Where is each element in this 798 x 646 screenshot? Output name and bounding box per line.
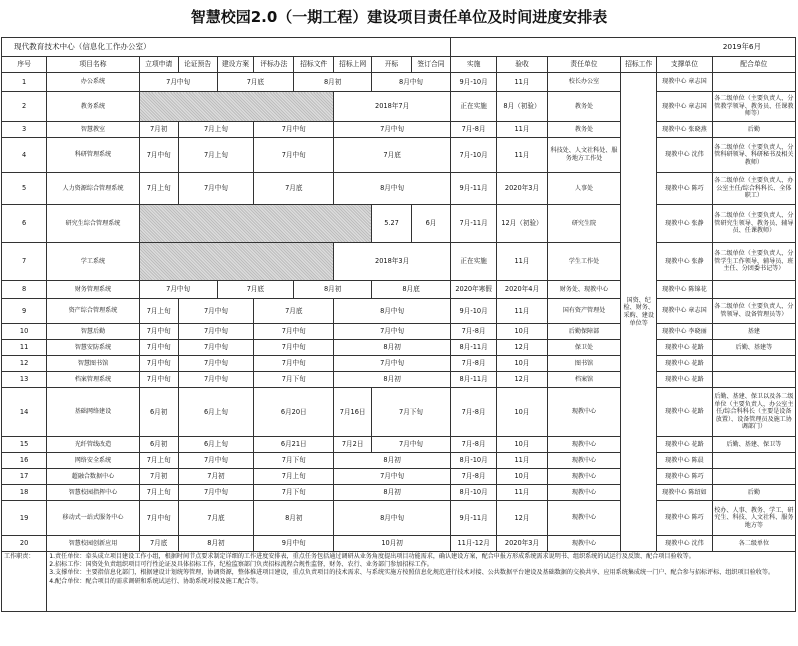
cell-resp: 现教中心 xyxy=(547,437,621,453)
cell-impl: 9月-11月 xyxy=(450,501,496,536)
cell-coop: 各二级单位 xyxy=(712,536,795,552)
header-c7: 开标 xyxy=(372,57,412,73)
cell-acc: 12月（初验） xyxy=(497,205,547,243)
cell-impl: 7月-8月 xyxy=(450,437,496,453)
row-seq: 5 xyxy=(2,173,47,205)
cell-coop: 校办、人事、教务、学工、研究生、科技、人文社科、服务地方等 xyxy=(712,501,795,536)
table-row xyxy=(2,372,796,388)
cell-c1: 5.27 xyxy=(372,205,412,243)
cell-impl: 8月-11月 xyxy=(450,372,496,388)
cell-resp: 现教中心 xyxy=(547,388,621,437)
cell-c4: 8月中旬 xyxy=(334,501,451,536)
cell-c1: 7月初 xyxy=(139,122,178,138)
cell-support: 现教中心 陈晨 xyxy=(657,453,713,469)
cell-c1: 6月初 xyxy=(139,388,178,437)
header-c8: 签订合同 xyxy=(412,57,451,73)
cell-c4: 8月初 xyxy=(334,372,451,388)
cell-acc: 10月 xyxy=(497,356,547,372)
cell-resp: 现教中心 xyxy=(547,536,621,552)
cell-c1: 7月中旬 xyxy=(139,73,217,92)
header-resp: 责任单位 xyxy=(547,57,621,73)
cell-support: 现教中心 陈锦花 xyxy=(657,281,713,299)
table-row xyxy=(2,122,796,138)
cell-resp: 财务处、现教中心 xyxy=(547,281,621,299)
cell-c1: 7月上旬 xyxy=(139,173,178,205)
header-coop: 配合单位 xyxy=(712,57,795,73)
cell-c1: 7月初 xyxy=(139,469,178,485)
cell-c3: 7月下旬 xyxy=(254,372,334,388)
row-name: 智慧图书馆 xyxy=(47,356,140,372)
row-seq: 4 xyxy=(2,138,47,173)
cell-c3: 6月21日 xyxy=(254,437,334,453)
cell-c3: 7月下旬 xyxy=(254,485,334,501)
row-name: 人力资源综合管理系统 xyxy=(47,173,140,205)
row-seq: 16 xyxy=(2,453,47,469)
row-seq: 15 xyxy=(2,437,47,453)
cell-acc: 11月 xyxy=(497,73,547,92)
row-name: 档案管理系统 xyxy=(47,372,140,388)
cell-resp: 后勤保障部 xyxy=(547,324,621,340)
hatched-cell xyxy=(139,205,371,243)
cell-c2: 7月中旬 xyxy=(178,356,254,372)
cell-c2: 7月中旬 xyxy=(178,485,254,501)
header-bid: 招标工作 xyxy=(621,57,657,73)
cell-c2: 7月底 xyxy=(217,73,294,92)
org-name: 现代教育技术中心（信息化工作办公室） xyxy=(2,38,451,57)
cell-c1: 7月中旬 xyxy=(139,501,178,536)
cell-support: 现教中心 章志国 xyxy=(657,92,713,122)
cell-coop: 后勤、基建、保卫以及各二级单位（主要负责人、办公室主任/综合科科长（主要是设备放置）、设备管理员及施工协调部门） xyxy=(712,388,795,437)
document-date: 2019年6月 xyxy=(450,38,795,57)
row-seq: 20 xyxy=(2,536,47,552)
note-line: 3.支撑单位：主要指信息化部门，根据建设计划统筹管理，协调资源，整体推进项目建设，重点负责项目的技术需求、与系统实施方按照信息化规范进行技术对接、公共数据平台建设及基础数据的交换共享、应用系统集成统一门户、配合参与招标评标、组织项目验收等。 xyxy=(49,569,775,577)
table-row xyxy=(2,205,796,243)
cell-coop xyxy=(712,356,795,372)
cell-c2: 7月中旬 xyxy=(178,299,254,324)
cell-coop xyxy=(712,281,795,299)
cell-c2: 7月初 xyxy=(178,469,254,485)
cell-support: 现教中心 张静 xyxy=(657,205,713,243)
header-name: 项目名称 xyxy=(47,57,140,73)
cell-c3: 7月中旬 xyxy=(254,138,334,173)
cell-c3: 7月底 xyxy=(254,173,334,205)
cell-resp: 图书馆 xyxy=(547,356,621,372)
row-seq: 6 xyxy=(2,205,47,243)
cell-c1: 7月中旬 xyxy=(139,356,178,372)
page-title: 智慧校园2.0（一期工程）建设项目责任单位及时间进度安排表 xyxy=(190,8,608,26)
cell-coop xyxy=(712,73,795,92)
cell-acc: 2020年3月 xyxy=(497,536,547,552)
row-seq: 1 xyxy=(2,73,47,92)
table-row xyxy=(2,437,796,453)
cell-c1: 6月初 xyxy=(139,437,178,453)
row-seq: 8 xyxy=(2,281,47,299)
row-name: 智慧后勤 xyxy=(47,324,140,340)
cell-c4: 7月底 xyxy=(334,138,451,173)
row-seq: 14 xyxy=(2,388,47,437)
cell-c4: 8月中旬 xyxy=(334,173,451,205)
note-line: 4.配合单位：配合项目的需求调研和系统试运行、协助系统对接及施工配合等。 xyxy=(49,577,263,585)
cell-resp: 研究生院 xyxy=(547,205,621,243)
row-name: 教务系统 xyxy=(47,92,140,122)
cell-coop: 后勤 xyxy=(712,122,795,138)
table-row xyxy=(2,73,796,92)
cell-acc: 11月 xyxy=(497,138,547,173)
cell-c4: 8月初 xyxy=(334,340,451,356)
header-acc: 验收 xyxy=(497,57,547,73)
hatched-cell xyxy=(139,243,333,281)
row-name: 财务管理系统 xyxy=(47,281,140,299)
cell-c3: 7月下旬 xyxy=(254,453,334,469)
cell-impl: 9月-11月 xyxy=(450,173,496,205)
cell-c1: 7月中旬 xyxy=(139,138,178,173)
cell-coop: 各二级单位（主要负责人、分管领导、设备管理员等） xyxy=(712,299,795,324)
cell-resp: 教务处 xyxy=(547,122,621,138)
cell-c2: 7月中旬 xyxy=(178,324,254,340)
row-name: 智慧安防系统 xyxy=(47,340,140,356)
cell-c2: 7月中旬 xyxy=(178,372,254,388)
cell-acc: 2020年3月 xyxy=(497,173,547,205)
cell-support: 现教中心 张静 xyxy=(657,243,713,281)
cell-acc: 11月 xyxy=(497,485,547,501)
cell-impl: 9月-10月 xyxy=(450,73,496,92)
table-row xyxy=(2,501,796,536)
cell-impl: 9月-10月 xyxy=(450,299,496,324)
row-seq: 9 xyxy=(2,299,47,324)
cell-impl: 7月-8月 xyxy=(450,388,496,437)
cell-support: 现教中心 陈巧 xyxy=(657,469,713,485)
header-support: 支撑单位 xyxy=(657,57,713,73)
cell-acc: 11月 xyxy=(497,453,547,469)
cell-impl: 8月-11月 xyxy=(450,340,496,356)
cell-c4: 8月初 xyxy=(334,485,451,501)
cell-resp: 档案馆 xyxy=(547,372,621,388)
header-c4: 评标办法 xyxy=(254,57,294,73)
org-row xyxy=(2,38,796,57)
header-row xyxy=(2,57,796,73)
row-name: 研究生综合管理系统 xyxy=(47,205,140,243)
cell-acc: 10月 xyxy=(497,324,547,340)
cell-c4: 7月中旬 xyxy=(334,122,451,138)
cell-c2: 6月上旬 xyxy=(178,388,254,437)
cell-c3: 7月底 xyxy=(254,299,334,324)
table-row xyxy=(2,173,796,205)
cell-acc: 11月 xyxy=(497,122,547,138)
row-seq: 18 xyxy=(2,485,47,501)
cell-support: 现教中心 花路 xyxy=(657,388,713,437)
table-row xyxy=(2,453,796,469)
table-row xyxy=(2,92,796,122)
cell-c4: 8月中旬 xyxy=(334,299,451,324)
cell-c2: 7月上旬 xyxy=(178,122,254,138)
row-name: 智慧教室 xyxy=(47,122,140,138)
cell-c3: 7月中旬 xyxy=(254,324,334,340)
bid-unit-cell: 国资、纪检、财务、采购、建设单位等 xyxy=(621,73,657,552)
row-name: 网络安全系统 xyxy=(47,453,140,469)
cell-support: 现教中心 陈绍如 xyxy=(657,485,713,501)
row-seq: 10 xyxy=(2,324,47,340)
cell-coop: 各二级单位（主要负责人、分管学生工作领导、辅导员、班主任、分团委书记等） xyxy=(712,243,795,281)
row-name: 学工系统 xyxy=(47,243,140,281)
cell-coop xyxy=(712,469,795,485)
cell-c1: 2018年3月 xyxy=(334,243,451,281)
cell-c3: 8月初 xyxy=(254,501,334,536)
cell-c4: 7月中旬 xyxy=(334,469,451,485)
cell-c3: 7月中旬 xyxy=(254,356,334,372)
header-c2: 论证预告 xyxy=(178,57,217,73)
note-line: 1.责任单位：牵头成立项目建设工作小组，根据时间节点要求制定详细的工作进度安排表，重点任务包括通过调研从业务角度提出项目功能需求，确认建设方案，配合申报方形成系统需求说明书、组织系统的试运行及反馈、配合项目验收等。 xyxy=(49,553,695,560)
cell-c1: 7月上旬 xyxy=(139,453,178,469)
row-name: 办公系统 xyxy=(47,73,140,92)
header-c1: 立项申请 xyxy=(139,57,178,73)
cell-coop xyxy=(712,453,795,469)
row-name: 光纤管线改造 xyxy=(47,437,140,453)
cell-c4: 7月中旬 xyxy=(334,324,451,340)
table-row xyxy=(2,356,796,372)
cell-impl: 11月-12月 xyxy=(450,536,496,552)
schedule-table xyxy=(1,37,796,612)
cell-acc: 10月 xyxy=(497,437,547,453)
cell-coop: 各二级单位（主要负责人、办公室主任/综合科科长、全体职工） xyxy=(712,173,795,205)
cell-c2: 6月 xyxy=(412,205,451,243)
notes-label: 工作职责： xyxy=(2,552,47,612)
cell-c1: 7月中旬 xyxy=(139,281,217,299)
row-seq: 3 xyxy=(2,122,47,138)
row-seq: 13 xyxy=(2,372,47,388)
cell-c1: 7月上旬 xyxy=(139,485,178,501)
cell-c2: 7月底 xyxy=(217,281,294,299)
cell-impl: 7月-11月 xyxy=(450,205,496,243)
cell-impl: 7月-8月 xyxy=(450,469,496,485)
row-name: 智慧校园指挥中心 xyxy=(47,485,140,501)
row-name: 移动式一站式服务中心 xyxy=(47,501,140,536)
cell-coop: 各二级单位（主要负责人、分管研究生领导、教务员、辅导员、任课教师） xyxy=(712,205,795,243)
cell-c1: 2018年7月 xyxy=(334,92,451,122)
table-row xyxy=(2,469,796,485)
cell-acc: 10月 xyxy=(497,388,547,437)
cell-support: 现教中心 花路 xyxy=(657,356,713,372)
row-seq: 11 xyxy=(2,340,47,356)
cell-support: 现教中心 李晓丽 xyxy=(657,324,713,340)
row-seq: 12 xyxy=(2,356,47,372)
cell-c4: 7月16日 xyxy=(334,388,372,437)
cell-coop: 各二级单位（主要负责人、分管教学领导、教务员、任课教师等） xyxy=(712,92,795,122)
cell-resp: 教务处 xyxy=(547,92,621,122)
cell-c3: 9月中旬 xyxy=(254,536,334,552)
cell-c3: 7月中旬 xyxy=(254,122,334,138)
cell-resp: 人事处 xyxy=(547,173,621,205)
cell-support: 现教中心 花路 xyxy=(657,372,713,388)
hatched-cell xyxy=(139,92,333,122)
row-seq: 7 xyxy=(2,243,47,281)
cell-support: 现教中心 章志国 xyxy=(657,299,713,324)
cell-coop xyxy=(712,372,795,388)
cell-c5: 7月中旬 xyxy=(372,437,451,453)
cell-resp: 现教中心 xyxy=(547,501,621,536)
cell-c4: 7月2日 xyxy=(334,437,372,453)
cell-acc: 2020年4月 xyxy=(497,281,547,299)
cell-support: 现教中心 花路 xyxy=(657,437,713,453)
header-impl: 实施 xyxy=(450,57,496,73)
cell-acc: 12月 xyxy=(497,501,547,536)
header-c3: 建设方案 xyxy=(217,57,254,73)
table-row xyxy=(2,299,796,324)
cell-impl: 2020年寒假 xyxy=(450,281,496,299)
cell-c1: 7月上旬 xyxy=(139,299,178,324)
cell-impl: 8月-10月 xyxy=(450,485,496,501)
cell-c3: 7月上旬 xyxy=(254,469,334,485)
cell-support: 现教中心 陈巧 xyxy=(657,501,713,536)
cell-acc: 11月 xyxy=(497,299,547,324)
cell-coop: 后勤、基建、保卫等 xyxy=(712,437,795,453)
cell-c4: 10月初 xyxy=(334,536,451,552)
table-row xyxy=(2,243,796,281)
cell-impl: 正在实施 xyxy=(450,92,496,122)
table-row xyxy=(2,485,796,501)
table-row xyxy=(2,340,796,356)
cell-c5: 7月下旬 xyxy=(372,388,451,437)
cell-support: 现教中心 沈伟 xyxy=(657,138,713,173)
cell-c2: 7月中旬 xyxy=(178,340,254,356)
cell-support: 现教中心 张晓燕 xyxy=(657,122,713,138)
cell-c4: 8月底 xyxy=(372,281,451,299)
cell-acc: 10月 xyxy=(497,469,547,485)
cell-support: 现教中心 花路 xyxy=(657,340,713,356)
cell-support: 现教中心 沈伟 xyxy=(657,536,713,552)
cell-acc: 11月 xyxy=(497,243,547,281)
row-name: 资产综合管理系统 xyxy=(47,299,140,324)
cell-acc: 12月 xyxy=(497,340,547,356)
cell-c4: 7月中旬 xyxy=(334,356,451,372)
cell-resp: 学生工作处 xyxy=(547,243,621,281)
cell-impl: 7月-10月 xyxy=(450,138,496,173)
header-seq: 序号 xyxy=(2,57,47,73)
cell-support: 现教中心 章志国 xyxy=(657,73,713,92)
cell-impl: 正在实施 xyxy=(450,243,496,281)
notes-row xyxy=(2,552,796,612)
cell-c1: 7月中旬 xyxy=(139,372,178,388)
cell-c3: 8月初 xyxy=(294,73,372,92)
table-row xyxy=(2,388,796,437)
cell-c2: 7月上旬 xyxy=(178,138,254,173)
cell-c1: 7月底 xyxy=(139,536,178,552)
cell-resp: 国有资产管理处 xyxy=(547,299,621,324)
cell-c2: 7月中旬 xyxy=(178,173,254,205)
row-name: 超融合数据中心 xyxy=(47,469,140,485)
table-row xyxy=(2,281,796,299)
cell-resp: 现教中心 xyxy=(547,485,621,501)
cell-c1: 7月中旬 xyxy=(139,324,178,340)
cell-c4: 8月中旬 xyxy=(372,73,451,92)
cell-coop: 后勤、基建等 xyxy=(712,340,795,356)
cell-impl: 7月-8月 xyxy=(450,356,496,372)
cell-acc: 8月（初验） xyxy=(497,92,547,122)
row-seq: 17 xyxy=(2,469,47,485)
cell-coop: 各二级单位（主要负责人、分管科研领导、科研秘书及相关教师） xyxy=(712,138,795,173)
cell-coop: 基建 xyxy=(712,324,795,340)
table-row xyxy=(2,536,796,552)
cell-impl: 8月-10月 xyxy=(450,453,496,469)
cell-acc: 12月 xyxy=(497,372,547,388)
cell-impl: 7月-8月 xyxy=(450,122,496,138)
cell-impl: 7月-8月 xyxy=(450,324,496,340)
row-seq: 19 xyxy=(2,501,47,536)
table-row xyxy=(2,138,796,173)
cell-support: 现教中心 陈巧 xyxy=(657,173,713,205)
cell-resp: 现教中心 xyxy=(547,453,621,469)
row-seq: 2 xyxy=(2,92,47,122)
header-c6: 招标上网 xyxy=(334,57,372,73)
cell-resp: 校长办公室 xyxy=(547,73,621,92)
cell-c4: 8月初 xyxy=(334,453,451,469)
header-c5: 招标文件 xyxy=(294,57,334,73)
cell-resp: 科技处、人文社科处、服务地方工作处 xyxy=(547,138,621,173)
cell-c3: 7月中旬 xyxy=(254,340,334,356)
cell-c3: 6月20日 xyxy=(254,388,334,437)
cell-resp: 现教中心 xyxy=(547,469,621,485)
notes-cell xyxy=(47,552,796,612)
cell-c2: 7月中旬 xyxy=(178,453,254,469)
row-name: 科研管理系统 xyxy=(47,138,140,173)
row-name: 智慧校园创新应用 xyxy=(47,536,140,552)
note-line: 2.招标工作：国资处负责组织项目可行性论证及具体招标工作，纪检监察部门负责招标流程合规性监督，财务、农行、业务部门参加招标工作。 xyxy=(49,561,433,569)
cell-c1: 7月中旬 xyxy=(139,340,178,356)
cell-resp: 保卫处 xyxy=(547,340,621,356)
cell-coop: 后勤 xyxy=(712,485,795,501)
cell-c2: 6月上旬 xyxy=(178,437,254,453)
row-name: 基础网络建设 xyxy=(47,388,140,437)
cell-c2: 8月初 xyxy=(178,536,254,552)
table-row xyxy=(2,324,796,340)
cell-c3: 8月初 xyxy=(294,281,372,299)
cell-c2: 7月底 xyxy=(178,501,254,536)
